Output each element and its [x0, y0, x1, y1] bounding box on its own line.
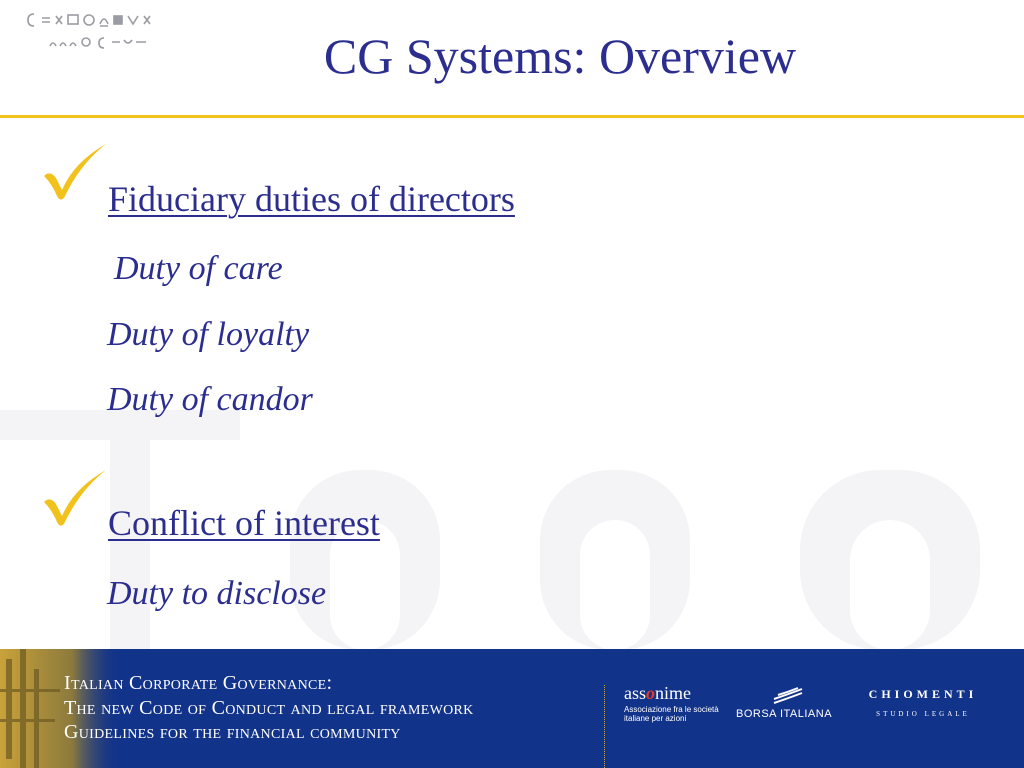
footer-line: The new Code of Conduct and legal framework — [64, 696, 474, 719]
chiomenti-name: CHIOMENTI — [868, 687, 978, 701]
page-title: CG Systems: Overview — [323, 28, 797, 84]
chiomenti-footer-logo — [862, 687, 984, 718]
list-item-duty-to-disclose: Duty to disclose — [107, 575, 327, 612]
footer-title-block — [64, 671, 474, 745]
borsa-italiana-name: BORSA ITALIANA — [736, 708, 833, 720]
title-divider — [0, 115, 1024, 118]
footer-banner — [0, 649, 1024, 768]
borsa-italiana-logo — [736, 687, 846, 720]
assonime-logo — [624, 683, 724, 723]
list-item-duty-of-candor: Duty of candor — [107, 381, 313, 418]
section-heading-fiduciary-duties: Fiduciary duties of directors — [108, 179, 515, 219]
checkmark-icon — [40, 140, 110, 202]
list-item-duty-of-loyalty: Duty of loyalty — [107, 316, 310, 353]
section-heading-conflict-of-interest: Conflict of interest — [108, 503, 380, 543]
assonime-name: assonime — [624, 683, 691, 703]
list-item-duty-of-care: Duty of care — [114, 250, 283, 287]
borsa-lines-icon — [772, 687, 804, 705]
footer-divider — [604, 685, 605, 768]
footer-line: Guidelines for the financial community — [64, 721, 401, 743]
checkmark-icon — [40, 466, 110, 528]
chiomenti-subtitle: STUDIO LEGALE — [876, 710, 970, 718]
assonime-tagline: Associazione fra le società italiane per azioni — [624, 705, 719, 723]
footer-line: Italian Corporate Governance: — [64, 672, 333, 694]
